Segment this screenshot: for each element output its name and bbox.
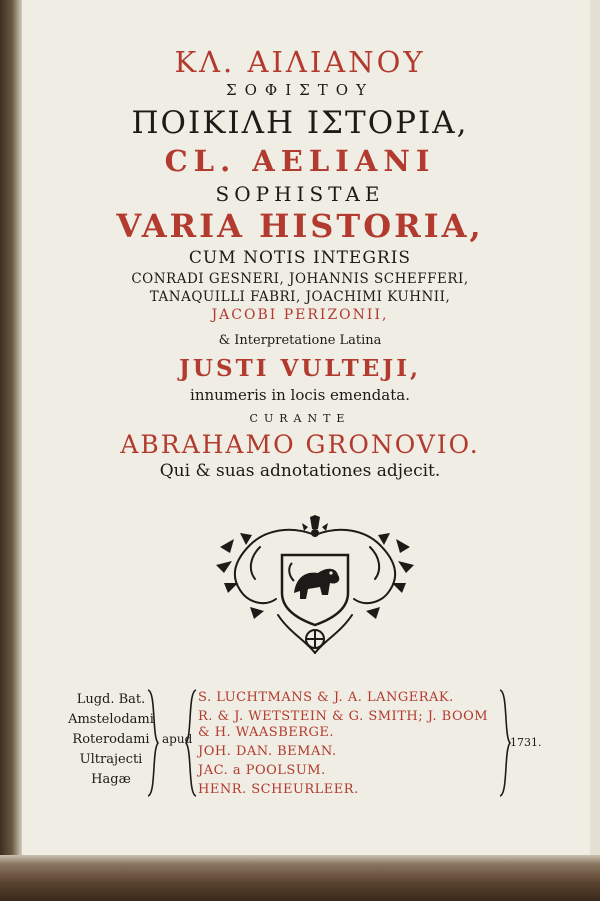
printer-list [198,690,508,798]
publication-year: 1731. [510,736,542,749]
greek-title: ΠΟΙΚΙΛΗ ΙΣΤΟΡΙΑ, [131,105,469,141]
latin-epithet: SOPHISTAE [215,182,385,206]
city-leiden: Lugd. Bat. [76,692,146,707]
printer-line-4: JOH. DAN. BEMAN. [198,744,337,759]
commentators-line-2: TANAQUILLI FABRI, JOACHIMI KUHNII, [149,288,451,305]
emendation-line: innumeris in locis emendata. [190,386,410,404]
city-rotterdam: Roterodami [72,732,150,747]
book-edge [0,855,600,901]
latin-author: CL. AELIANI [164,144,436,178]
latin-title: VARIA HISTORIA, [116,207,484,245]
greek-author: ΚΛ. ΑΙΛΙΑΝΟΥ [174,45,426,79]
left-brace-icon [184,688,198,798]
interpretation-line: & Interpretatione Latina [218,333,382,348]
right-brace-icon [146,688,160,798]
greek-epithet: ΣΟΦΙΣΤΟΥ [226,81,374,99]
city-amsterdam: Amstelodami [68,712,154,727]
editor-note-line: Qui & suas adnotationes adjecit. [159,461,441,481]
printer-line-2: R. & J. WETSTEIN & G. SMITH; J. BOOM [198,709,489,724]
city-hague: Hagæ [91,772,131,787]
editor-line: ABRAHAMO GRONOVIO. [120,430,480,459]
imprint-block [0,688,600,808]
curante-line: CURANTE [249,412,351,425]
title-block [0,45,600,481]
commentators-line-3: JACOBI PERIZONII, [211,307,389,323]
heraldic-lion-vignette-icon [210,515,420,665]
translator-line: JUSTI VULTEJI, [179,355,421,382]
city-utrecht: Ultrajecti [79,752,143,767]
notes-line: CUM NOTIS INTEGRIS [188,248,412,268]
city-list [66,690,156,790]
printer-line-1: S. LUCHTMANS & J. A. LANGERAK. [198,690,454,705]
printer-line-6: HENR. SCHEURLEER. [198,782,359,797]
printer-line-3: & H. WAASBERGE. [198,725,335,740]
apud-label: apud [162,732,193,746]
commentators-line-1: CONRADI GESNERI, JOHANNIS SCHEFFERI, [131,271,469,287]
printer-line-5: JAC. a POOLSUM. [198,763,326,778]
